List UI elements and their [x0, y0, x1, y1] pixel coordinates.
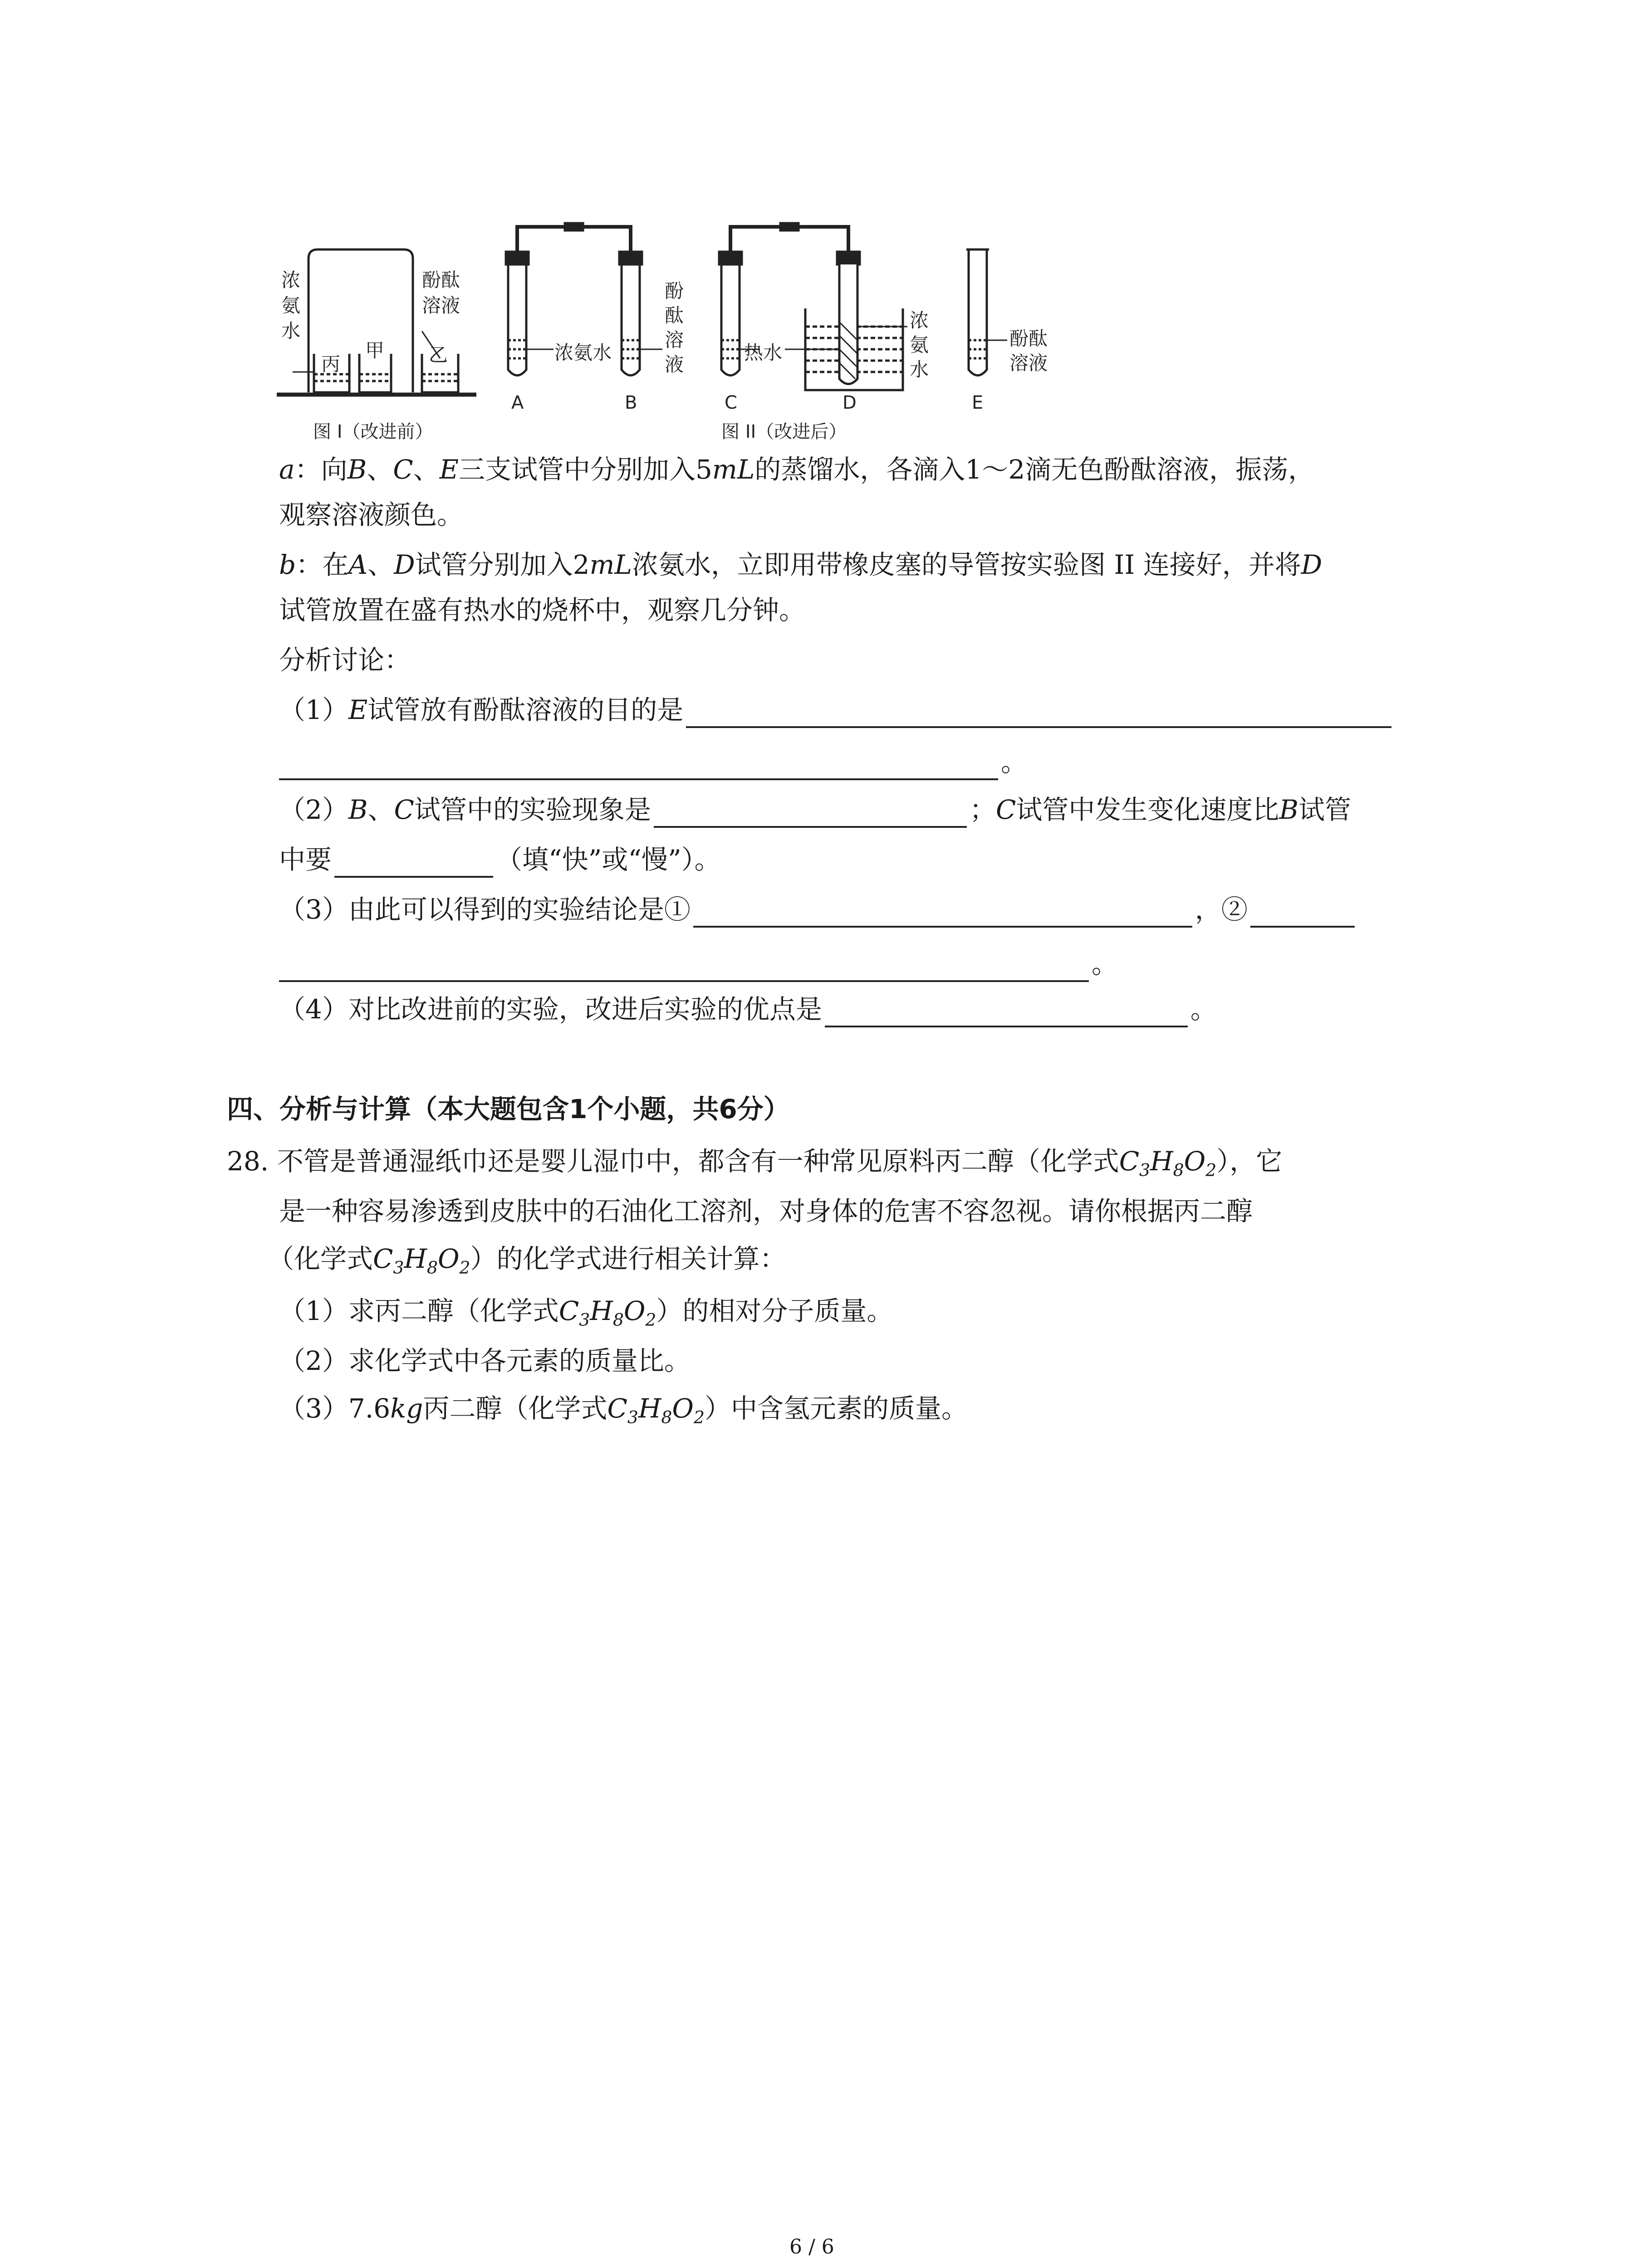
beaker-bing-label: 丙 [321, 353, 341, 375]
answer-blank-1b[interactable] [279, 751, 998, 780]
question-28-line-1: 28. 不管是普通湿纸巾还是婴儿湿巾中，都含有一种常见原料丙二醇（化学式$C_3H_8O_2$），它 [227, 1146, 1283, 1180]
fig1-caption: 图 I（改进前） [313, 421, 433, 442]
tube-letter-d: D [843, 392, 857, 413]
fig2-caption: 图 II（改进后） [721, 421, 847, 442]
step-b-line-1: b：在A、D试管分别加入2mL浓氨水，立即用带橡皮塞的导管按实验图 II 连接好，并将D [279, 549, 1323, 580]
question-28-sub-2: （2）求化学式中各元素的质量比。 [279, 1345, 691, 1376]
question-2: （2）B、C试管中的实验现象是 ；C试管中发生变化速度比B试管 [279, 792, 1351, 828]
question-1-line-2: 。 [279, 744, 1027, 780]
tube-a-label: 浓氨水 [554, 342, 612, 364]
tube-letter-b: B [625, 392, 637, 413]
tube-letter-e: E [972, 392, 984, 413]
question-2-line-2: 中要 （填“快”或“慢”）。 [279, 841, 721, 878]
question-3-line-2: 。 [279, 946, 1118, 982]
step-b-line-2: 试管放置在盛有热水的烧杯中，观察几分钟。 [279, 595, 806, 626]
step-a-line-2: 观察溶液颜色。 [279, 499, 464, 530]
tube-e-label: 酚酞 溶液 [1009, 327, 1048, 374]
tube-letter-c: C [725, 392, 737, 413]
page-number: 6 / 6 [789, 2235, 834, 2258]
answer-blank-3a[interactable] [693, 899, 1192, 928]
beaker-jia-label: 甲 [365, 339, 385, 362]
question-28-sub-3: （3）7.6kg丙二醇（化学式$C_3H_8O_2$）中含氢元素的质量。 [279, 1393, 968, 1427]
discussion-title: 分析讨论： [279, 645, 411, 675]
answer-blank-3c[interactable] [279, 953, 1089, 982]
answer-blank-1a[interactable] [686, 699, 1391, 728]
question-28-line-2: 是一种容易渗透到皮肤中的石油化工溶剂，对身体的危害不容忽视。请你根据丙二醇 [279, 1196, 1253, 1227]
answer-blank-3b[interactable] [1250, 899, 1355, 928]
tube-b-label: 酚 酞 溶 液 [665, 280, 684, 376]
figure [272, 218, 1089, 454]
beaker-yi-label: 乙 [429, 344, 448, 366]
fig1-right-label: 酚酞 溶液 [422, 269, 460, 317]
question-1: （1）E试管放有酚酞溶液的目的是 [279, 692, 1394, 728]
question-28-line-3: （化学式$C_3H_8O_2$）的化学式进行相关计算： [268, 1243, 786, 1278]
fig1-left-label: 浓 氨 水 [281, 269, 301, 342]
question-4: （4）对比改进前的实验，改进后实验的优点是 。 [279, 991, 1217, 1027]
question-3: （3）由此可以得到的实验结论是① ，② [279, 891, 1357, 928]
answer-blank-4[interactable] [825, 998, 1188, 1027]
tube-d-right-label: 浓 氨 水 [910, 309, 929, 381]
tube-letter-a: A [511, 392, 524, 413]
step-a-line-1: a：向B、C、E三支试管中分别加入5mL的蒸馏水，各滴入1～2滴无色酚酞溶液，振荡， [279, 454, 1315, 485]
tube-d-left-label: 热水 [744, 342, 783, 364]
question-28-sub-1: （1）求丙二醇（化学式$C_3H_8O_2$）的相对分子质量。 [279, 1295, 893, 1330]
answer-blank-2a[interactable] [654, 799, 967, 828]
section-4-title: 四、分析与计算（本大题包含1个小题，共6分） [227, 1094, 790, 1124]
answer-blank-2b[interactable] [334, 849, 493, 878]
